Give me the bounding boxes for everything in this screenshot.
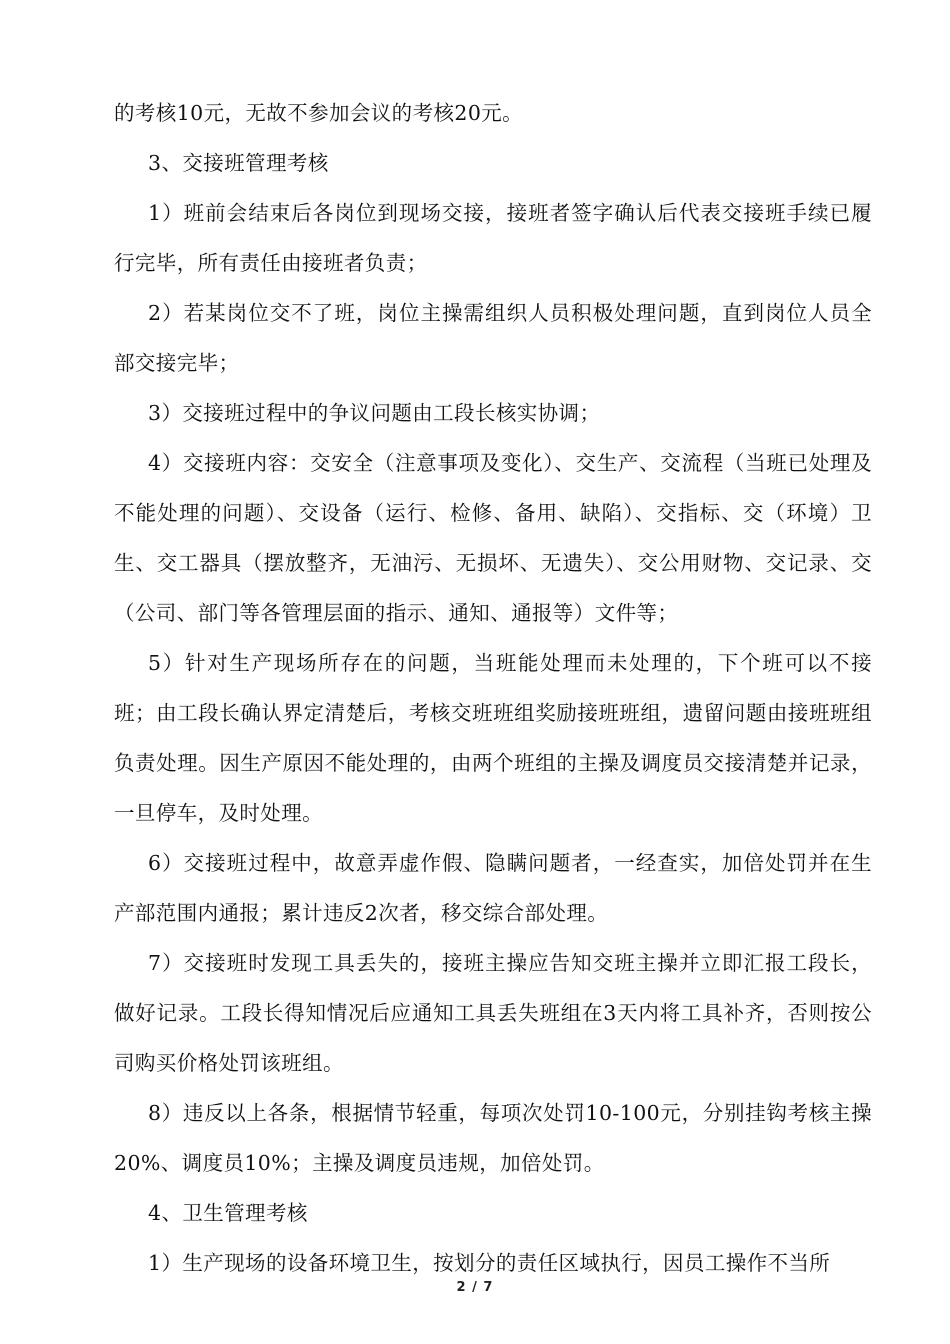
paragraph: 2）若某岗位交不了班，岗位主操需组织人员积极处理问题，直到岗位人员全部交接完毕； (114, 301, 872, 375)
paragraph: 5）针对生产现场所存在的问题，当班能处理而未处理的，下个班可以不接班；由工段长确认界定清楚后，考核交班班组奖励接班班组，遗留问题由接班班组负责处理。因生产原因不能处理的，由两个班组的主操及调度员交接清楚并记录，一旦停车，及时处理。 (114, 651, 872, 825)
paragraph: 7）交接班时发现工具丢失的，接班主操应告知交班主操并立即汇报工段长，做好记录。工段长得知情况后应通知工具丢失班组在3天内将工具补齐，否则按公司购买价格处罚该班组。 (114, 951, 872, 1075)
document-body (114, 88, 872, 1288)
paragraph: 6）交接班过程中，故意弄虚作假、隐瞒问题者，一经查实，加倍处罚并在生产部范围内通报；累计违反2次者，移交综合部处理。 (114, 851, 872, 925)
paragraph: 3）交接班过程中的争议问题由工段长核实协调； (148, 401, 601, 425)
paragraph: 的考核10元，无故不参加会议的考核20元。 (114, 101, 524, 125)
paragraph: 4）交接班内容：交安全（注意事项及变化）、交生产、交流程（当班已处理及不能处理的问题）、交设备（运行、检修、备用、缺陷）、交指标、交（环境）卫生、交工器具（摆放整齐，无油污、无损坏、无遗失）、交公用财物、交记录、交（公司、部门等各管理层面的指示、通知、通报等）文件等； (114, 451, 872, 625)
paragraph: 1）班前会结束后各岗位到现场交接，接班者签字确认后代表交接班手续已履行完毕，所有责任由接班者负责； (114, 201, 872, 275)
section-heading: 3、交接班管理考核 (148, 151, 329, 175)
section-heading: 4、卫生管理考核 (148, 1201, 308, 1225)
paragraph: 1）生产现场的设备环境卫生，按划分的责任区域执行，因员工操作不当所 (148, 1251, 831, 1275)
page-number: 2 / 7 (456, 1280, 494, 1295)
paragraph: 8）违反以上各条，根据情节轻重，每项次处罚10-100元，分别挂钩考核主操20%、调度员10%；主操及调度员违规，加倍处罚。 (114, 1101, 872, 1175)
